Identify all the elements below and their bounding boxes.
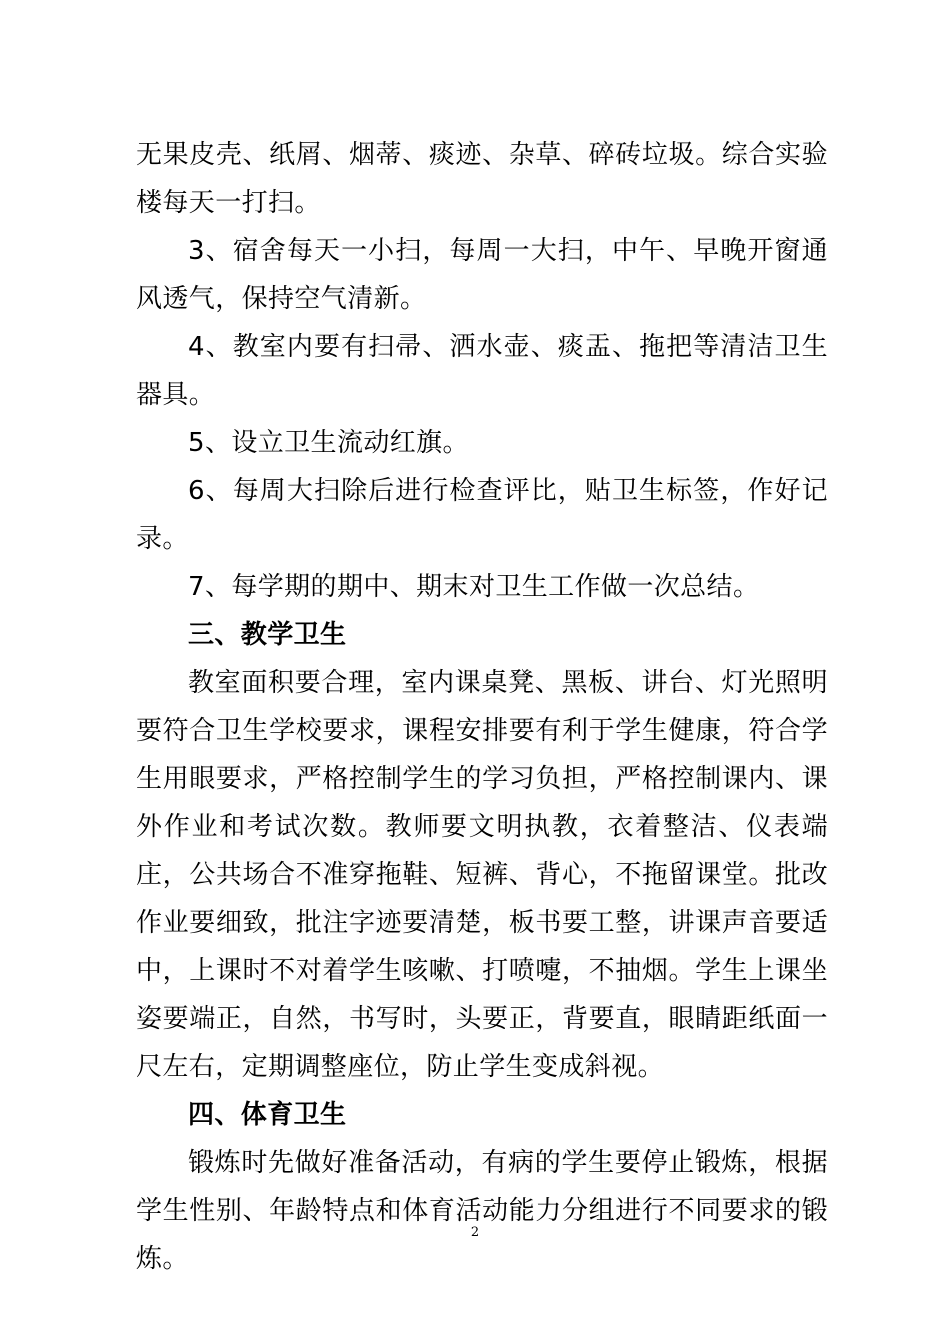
section-heading-sports-hygiene: 四、体育卫生: [188, 1100, 347, 1130]
paragraph-item-5: 5、设立卫生流动红旗。: [188, 428, 469, 458]
page-number: 2: [470, 1225, 480, 1240]
paragraph-1: 无果皮壳、纸屑、烟蒂、痰迹、杂草、碎砖垃圾。综合实验楼每天一打扫。: [136, 140, 828, 218]
paragraph-item-7: 7、每学期的期中、期末对卫生工作做一次总结。: [188, 572, 760, 602]
section-heading-teaching-hygiene: 三、教学卫生: [188, 620, 347, 650]
document-body: [136, 131, 828, 1283]
paragraph-item-3: 3、宿舍每天一小扫，每周一大扫，中午、早晚开窗通风透气，保持空气清新。: [136, 236, 828, 314]
paragraph-sports-hygiene: 锻炼时先做好准备活动，有病的学生要停止锻炼，根据学生性别、年龄特点和体育活动能力分组进行不同要求的锻炼。: [136, 1148, 828, 1274]
paragraph-item-6: 6、每周大扫除后进行检查评比，贴卫生标签，作好记录。: [136, 476, 828, 554]
paragraph-teaching-hygiene: 教室面积要合理，室内课桌凳、黑板、讲台、灯光照明要符合卫生学校要求，课程安排要有利于学生健康，符合学生用眼要求，严格控制学生的学习负担，严格控制课内、课外作业和考试次数。教师要文明执教，衣着整洁、仪表端庄，公共场合不准穿拖鞋、短裤、背心，不拖留课堂。批改作业要细致，批注字迹要清楚，板书要工整，讲课声音要适中，上课时不对着学生咳嗽、打喷嚏，不抽烟。学生上课坐姿要端正，自然，书写时，头要正，背要直，眼睛距纸面一尺左右，定期调整座位，防止学生变成斜视。: [136, 668, 828, 1082]
paragraph-item-4: 4、教室内要有扫帚、洒水壶、痰盂、拖把等清洁卫生器具。: [136, 332, 828, 410]
